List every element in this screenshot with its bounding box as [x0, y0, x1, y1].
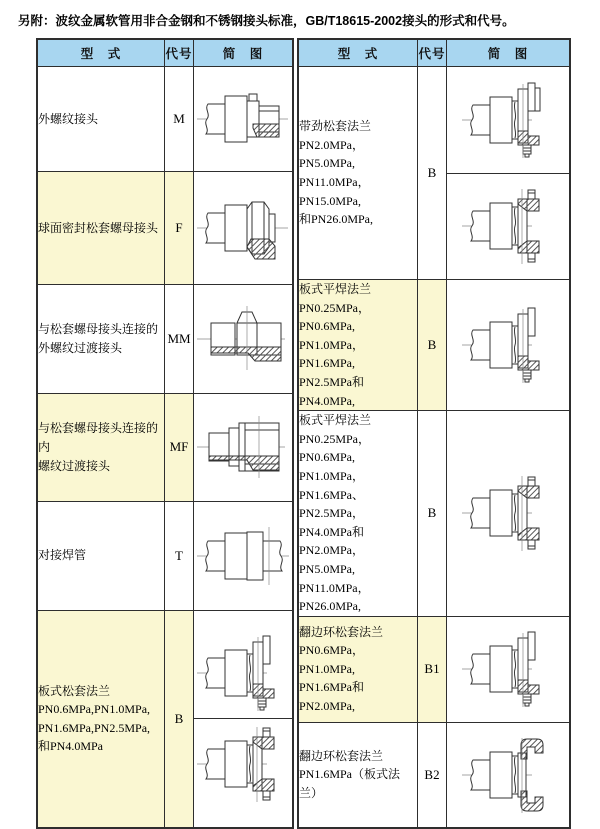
loose-flange-stem-diagram — [447, 617, 569, 722]
fitting-type-cell — [37, 501, 165, 610]
butt-weld-pipe-drawing — [195, 517, 291, 595]
diagram-stack — [447, 294, 569, 396]
type-text-line: PN2.0MPa，PN5.0MPa, — [299, 137, 365, 171]
fitting-type-cell — [37, 172, 165, 285]
fitting-code-cell: MF — [165, 393, 194, 501]
left-fitting-table — [36, 38, 294, 829]
flange-bolted-caps-drawing — [195, 725, 291, 803]
header-row — [37, 39, 293, 67]
fitting-type-cell — [37, 284, 165, 393]
fitting-diagram-cell — [194, 67, 294, 172]
right-table-header — [298, 39, 570, 67]
fitting-row — [37, 610, 293, 827]
diagram-stack — [447, 67, 569, 279]
fitting-code-cell: B — [165, 610, 194, 827]
type-text-line: PN1.6MPa和PN2.0MPa, — [299, 680, 365, 714]
column-header-diagram: 简 图 — [447, 39, 571, 67]
diagram-stack — [194, 629, 292, 809]
type-text-line: PN0.6MPa,PN1.0MPa, — [38, 702, 151, 717]
diagram-stack — [194, 76, 292, 163]
type-text-line: PN2.5MPa和PN4.0MPa, — [299, 374, 365, 408]
column-header-code: 代号 — [418, 39, 447, 67]
column-header-type: 型 式 — [37, 39, 165, 67]
diagram-stack — [447, 723, 569, 827]
type-text-line: 外螺纹接头 — [38, 111, 99, 126]
fitting-code-cell: B2 — [418, 722, 447, 828]
diagram-stack — [194, 511, 292, 601]
column-header-type: 型 式 — [298, 39, 418, 67]
fitting-diagram-cell — [194, 393, 294, 501]
spherical-swivel-nut-fitting-diagram — [194, 182, 292, 275]
fitting-diagram-cell — [447, 722, 571, 828]
fitting-diagram-cell — [194, 610, 294, 827]
diagram-stack — [194, 403, 292, 492]
fitting-diagram-cell — [194, 284, 294, 393]
loose-flange-stem-drawing — [460, 306, 556, 384]
fitting-row — [37, 393, 293, 501]
fitting-row — [37, 67, 293, 172]
type-text-line: PN1.6MPa,PN2.5MPa, — [38, 720, 151, 735]
page-caption: 另附：波纹金属软管用非合金钢和不锈钢接头标准，GB/T18615-2002接头的形式和代号。 — [18, 14, 515, 28]
type-text-line: 板式平焊法兰 — [299, 282, 372, 296]
butt-weld-pipe-diagram — [194, 511, 292, 601]
fitting-type-cell — [298, 722, 418, 828]
loose-flange-double-stem-diagram — [447, 67, 569, 173]
diagram-stack — [447, 460, 569, 566]
fitting-diagram-cell — [447, 616, 571, 722]
type-text-line: 螺纹过渡接头 — [38, 458, 111, 473]
fitting-diagram-cell — [447, 411, 571, 617]
type-text-line: PN0.6MPa，PN1.0MPa, — [299, 643, 365, 676]
fitting-row — [298, 616, 570, 722]
fitting-code-cell: B — [418, 280, 447, 411]
header-row — [298, 39, 570, 67]
type-text-line: 和PN4.0MPa — [38, 739, 104, 754]
type-text-line: 翻边环松套法兰 — [299, 624, 384, 639]
male-female-adapter-drawing — [195, 408, 291, 486]
right-table-body — [298, 67, 570, 828]
fitting-type-cell — [37, 67, 165, 172]
fitting-tables — [36, 38, 571, 829]
fitting-row — [298, 280, 570, 411]
type-text-line: 板式平焊法兰 — [299, 413, 372, 428]
fitting-type-cell — [37, 610, 165, 827]
type-text-line: 外螺纹过渡接头 — [38, 340, 123, 355]
flange-bolted-caps-drawing — [460, 474, 556, 552]
male-female-adapter-diagram — [194, 403, 292, 492]
type-text-line: 与松套螺母接头连接的 — [38, 322, 159, 337]
column-header-diagram: 简 图 — [194, 39, 294, 67]
type-text-line: PN2.5MPa，PN4.0MPa和 — [299, 506, 365, 539]
loose-flange-stem-diagram — [447, 294, 569, 396]
left-table-header — [37, 39, 293, 67]
fitting-row — [298, 411, 570, 617]
fitting-code-cell: MM — [165, 284, 194, 393]
type-text-line: 带劲松套法兰 — [299, 119, 372, 134]
type-text-line: PN1.0MPa，PN1.6MPa, — [299, 337, 365, 371]
fitting-diagram-cell — [447, 67, 571, 280]
fitting-diagram-cell — [447, 280, 571, 411]
right-fitting-table — [297, 38, 571, 829]
fitting-row — [37, 172, 293, 285]
fitting-diagram-cell — [194, 172, 294, 285]
loose-flange-stem-drawing — [460, 630, 556, 708]
flared-ring-flange-diagram — [447, 723, 569, 827]
flared-ring-flange-drawing — [460, 736, 556, 814]
type-text-line: PN0.25MPa，PN0.6MPa, — [299, 300, 371, 334]
loose-flange-double-stem-drawing — [460, 81, 556, 159]
fitting-diagram-cell — [194, 501, 294, 610]
male-male-adapter-diagram — [194, 294, 292, 384]
diagram-stack — [194, 182, 292, 275]
diagram-stack — [447, 617, 569, 722]
fitting-type-cell — [298, 616, 418, 722]
left-table-body — [37, 67, 293, 828]
type-text-line: PN1.6MPa（板式法兰） — [299, 767, 401, 800]
type-text-line: PN11.0MPa，PN15.0MPa, — [299, 175, 370, 208]
flange-bolted-caps-diagram — [447, 460, 569, 566]
fitting-type-cell — [37, 393, 165, 501]
fitting-row — [37, 501, 293, 610]
fitting-code-cell: M — [165, 67, 194, 172]
fitting-code-cell: B — [418, 67, 447, 280]
column-header-code: 代号 — [165, 39, 194, 67]
type-text-line: 和PN26.0MPa, — [299, 212, 374, 227]
male-thread-fitting-drawing — [195, 80, 291, 158]
type-text-line: 翻边环松套法兰 — [299, 748, 384, 763]
type-text-line: 板式松套法兰 — [38, 683, 111, 698]
type-text-line: PN0.25MPa，PN0.6MPa, — [299, 431, 371, 465]
fitting-type-cell — [298, 411, 418, 617]
male-thread-fitting-diagram — [194, 76, 292, 163]
fitting-type-cell — [298, 67, 418, 280]
diagram-stack — [194, 294, 292, 384]
fitting-code-cell: B — [418, 411, 447, 617]
male-male-adapter-drawing — [195, 300, 291, 378]
type-text-line: PN1.0MPa，PN1.6MPa、 — [299, 468, 365, 502]
loose-flange-stem-diagram — [194, 629, 292, 719]
loose-flange-stem-drawing — [195, 634, 291, 712]
spherical-swivel-nut-fitting-drawing — [195, 189, 291, 267]
type-text-line: PN2.0MPa，PN5.0MPa, — [299, 543, 365, 576]
flange-bolted-caps-diagram — [194, 718, 292, 809]
fitting-code-cell: F — [165, 172, 194, 285]
type-text-line: 与松套螺母接头连接的内 — [38, 421, 159, 455]
fitting-code-cell: B1 — [418, 616, 447, 722]
fitting-row — [298, 722, 570, 828]
fitting-type-cell — [298, 280, 418, 411]
type-text-line: 球面密封松套螺母接头 — [38, 220, 159, 235]
fitting-row — [37, 284, 293, 393]
flange-bolted-caps-drawing — [460, 187, 556, 265]
fitting-row — [298, 67, 570, 280]
fitting-code-cell: T — [165, 501, 194, 610]
flange-bolted-caps-diagram — [447, 173, 569, 280]
type-text-line: 对接焊管 — [38, 548, 87, 563]
type-text-line: PN11.0MPa，PN26.0MPa, — [299, 580, 370, 614]
